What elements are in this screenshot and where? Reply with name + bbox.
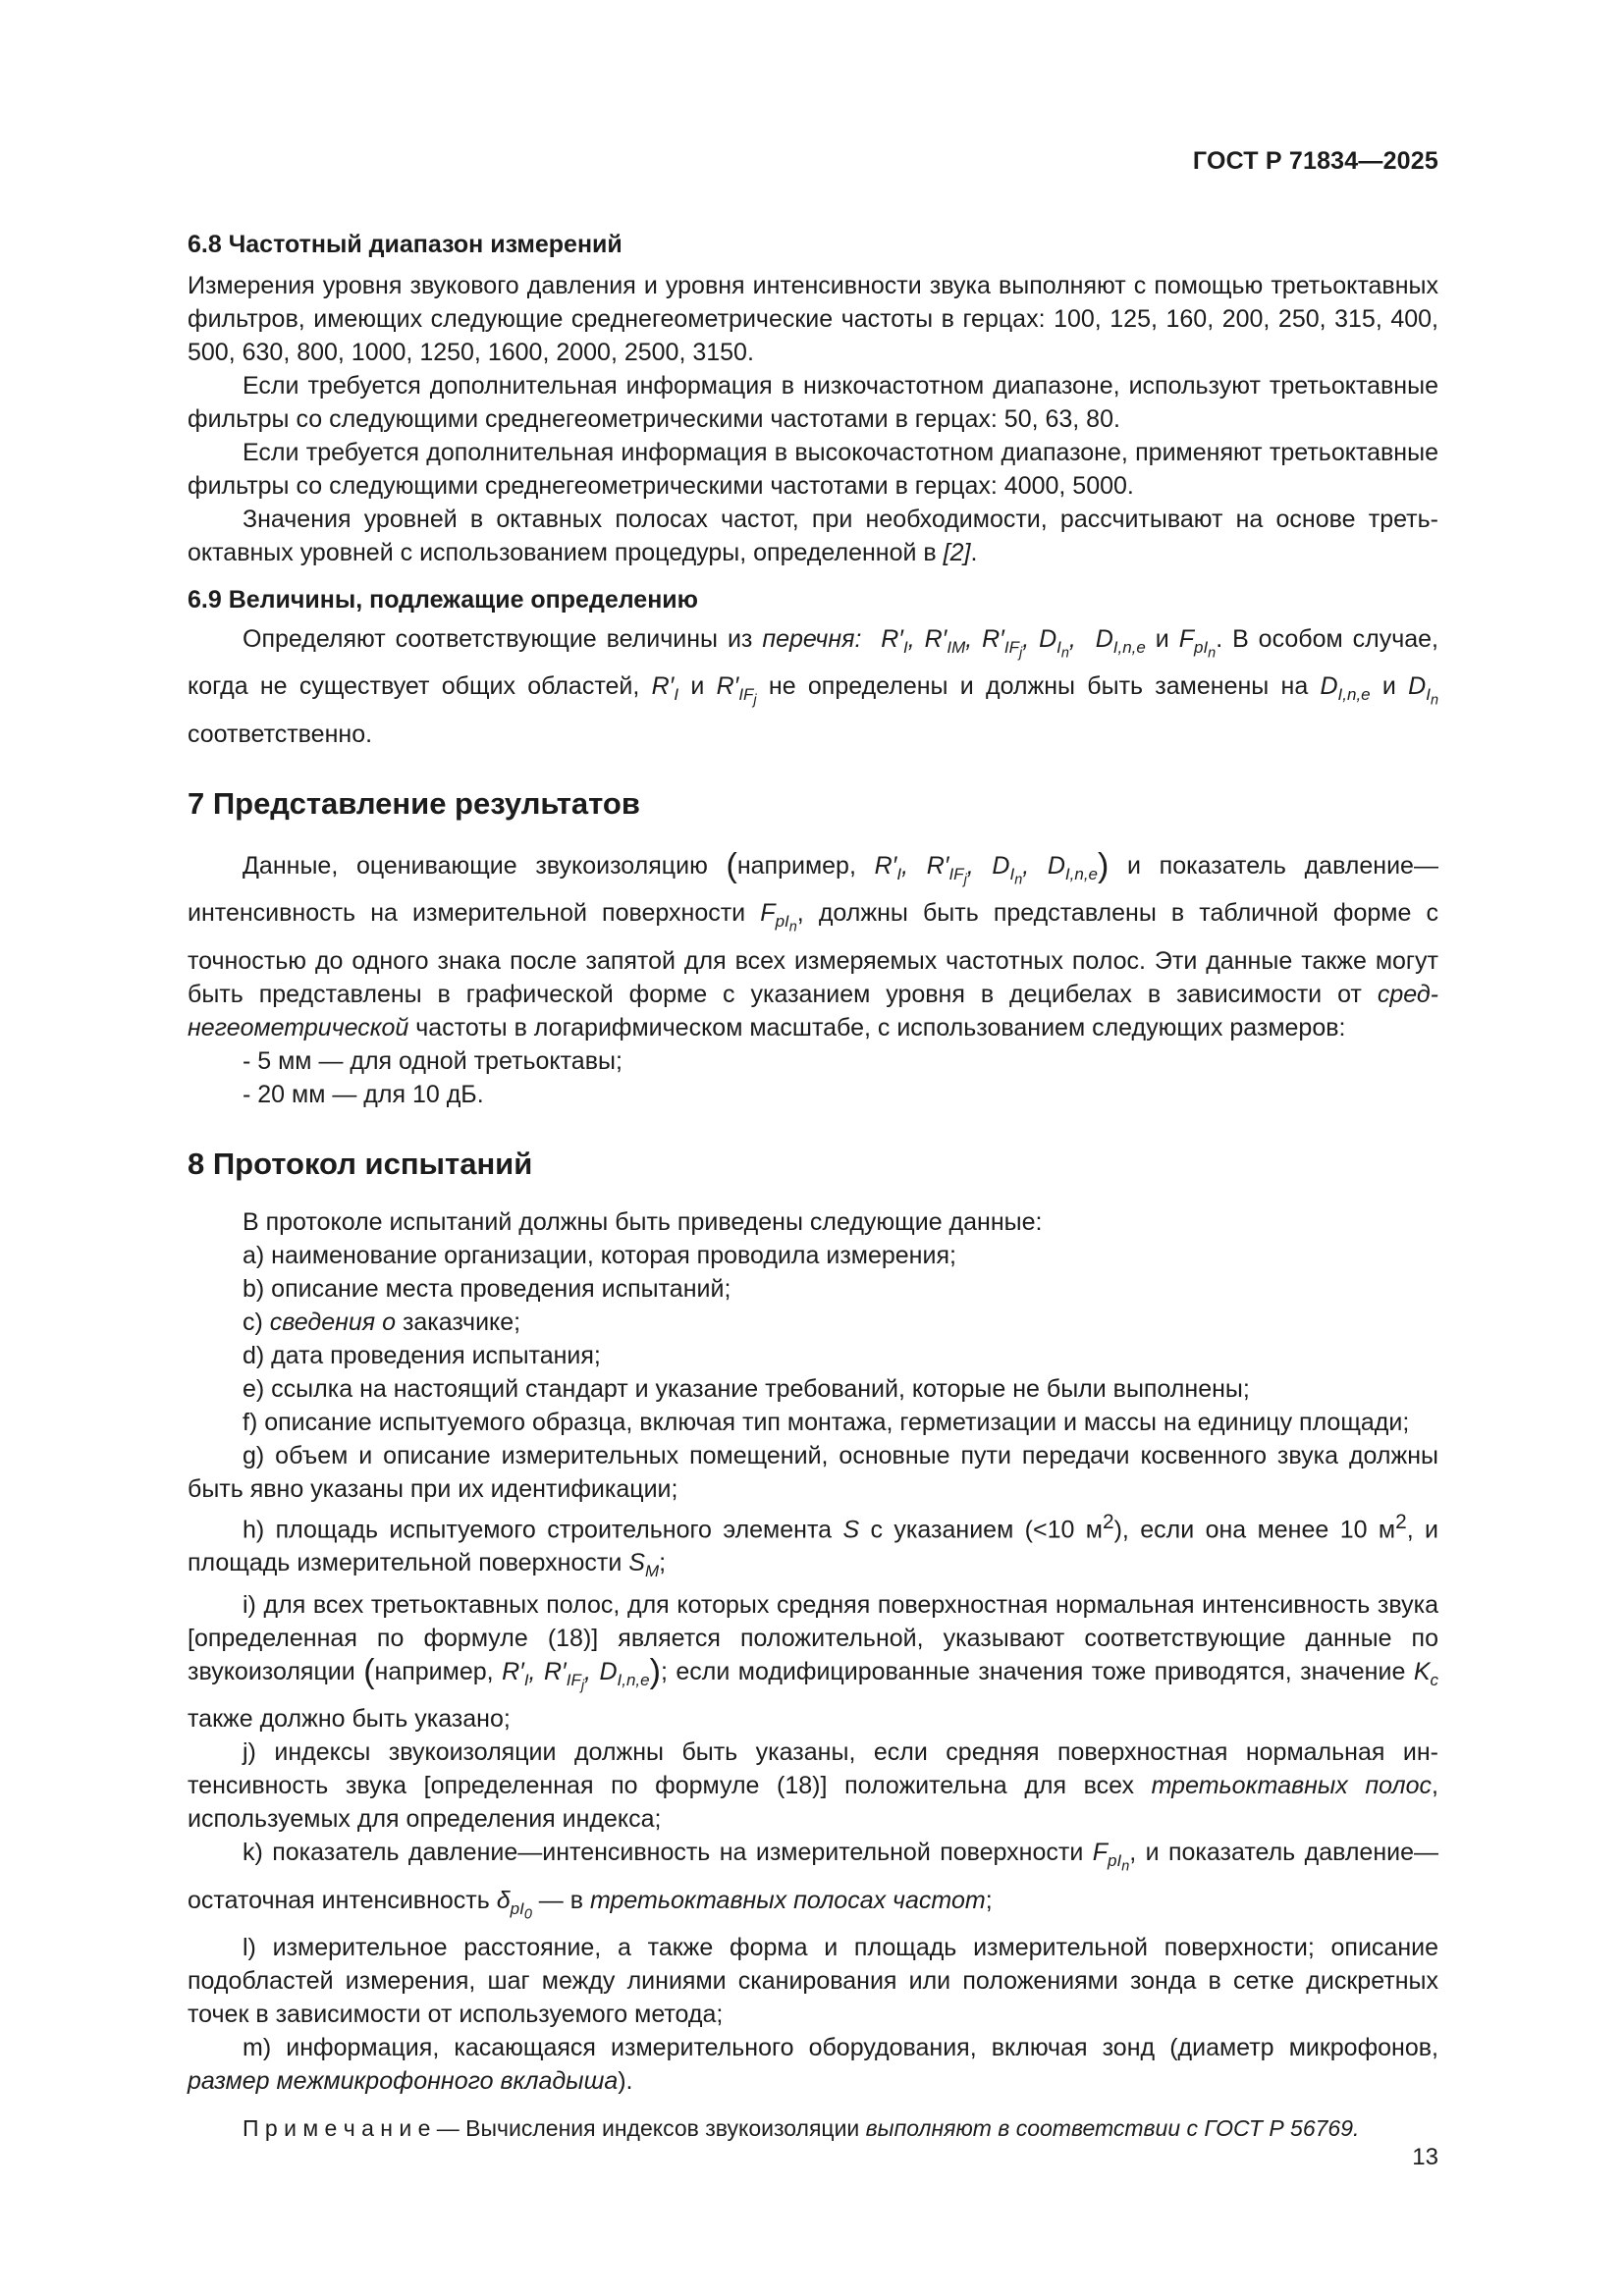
list-item-j: j) индексы звукоизоляции должны быть указаны, если средняя поверхностная нормальная интенсивность звука [определенная по формуле (18)] положительна для всех третьоктавных полос, используемых для определения индекса; [188, 1738, 1438, 1834]
list-item-g: g) объем и описание измерительных помещений, основные пути передачи косвенного звука должны быть явно указаны при их идентификации; [188, 1441, 1438, 1503]
section-6-8-heading: 6.8 Частотный диапазон измерений [188, 231, 623, 258]
list-item-f: f) описание испытуемого образца, включая тип монтажа, герметизации и массы на единицу площади; [243, 1408, 1410, 1436]
list-item-c: c) сведения о заказчике; [243, 1308, 521, 1336]
list-item-i: i) для всех третьоктавных полос, для которых средняя поверхностная нормальная интенсивность звука [определенная по формуле (18)] является положительной, указывают соответствующие данные по звукоизоляции (например, $R'_I$, $R'_{IF_j}$, $D_{I,n,e}$); если модифицированные значения тоже приводятся, значение $K_c$ также должно быть указано; [188, 1590, 1439, 1734]
section-7-list-item-2: - 20 мм — для 10 дБ. [243, 1080, 484, 1108]
list-item-k: k) показатель давление—интенсивность на измерительной поверхности $F_{pI_n}$, и показатель давление—остаточная интенсивность $\delta_{pI_0}$ — в третьоктавных полосах частот; [188, 1839, 1438, 1923]
list-item-l: l) измерительное расстояние, а также форма и площадь измерительной поверхности; описание подобластей измерения, шаг между линиями сканирования или положениями зонда в сетке дискретных точек в зависимости от используемого метода; [188, 1934, 1438, 2029]
section-8-heading: 8 Протокол испытаний [188, 1146, 533, 1181]
formula-quantities-list: $R'_I$, $R'_{IM}$, $R'_{IF_j}$, $D_{I_n}$, $D_{I,n,e}$ [871, 625, 1146, 662]
page-number: 13 [1412, 2144, 1438, 2170]
formula-fpin: $F_{pI_n}$ [760, 899, 797, 935]
section-6-8-paragraph-1: Измерения уровня звукового давления и уровня интенсивности звука выполняют с помощью третьоктавных фильтров, имеющих следующие среднегеометрические частоты в герцах: 100, 125, 160, 200, 250, 315, 400, 500, 630, 800, 1000, 1250, 1600, 2000, 2500, 3150. [188, 272, 1438, 366]
formula-dine-din: $D_{I,n,e}$ [1320, 672, 1371, 705]
list-item-a: а) наименование организации, которая проводила измерения; [243, 1241, 956, 1269]
formula-example-quantities-2: $R'_I$, $R'_{IF_j}$, $D_{I,n,e}$ [502, 1657, 650, 1694]
section-6-8-paragraph-4: Значения уровней в октавных полосах частот, при необходимости, рассчитывают на основе третьоктавных уровней с использованием процедуры, определенной в [2]. [188, 506, 1438, 566]
section-6-8-paragraph-2: Если требуется дополнительная информация в низкочастотном диапазоне, используют третьоктавные фильтры со следующими среднегеометрическими частотами в герцах: 50, 63, 80. [188, 372, 1438, 433]
section-7-list-item-1: - 5 мм — для одной третьоктавы; [243, 1046, 623, 1075]
list-item-b: b) описание места проведения испытаний; [243, 1274, 731, 1303]
section-6-9-paragraph: Определяют соответствующие величины из перечня: $R'_I$, $R'_{IM}$, $R'_{IF_j}$, $D_{I_n}$, $D_{I,n,e}$ и $F_{pI_n}$. В особом случае, когда не существует общих областей, $R'_I$ и $R'_{IF_j}$ не определены и должны быть заменены на $D_{I,n,e}$ и $D_{I_n}$ соответственно. [188, 625, 1438, 748]
note: П р и м е ч а н и е — Вычисления индексов звукоизоляции выполняют в соответствии с ГОСТ Р 56769. [243, 2115, 1360, 2142]
document-body [188, 137, 1438, 2145]
list-item-m: m) информация, касающаяся измерительного оборудования, включая зонд (диаметр микрофонов, размер межмикрофонного вкладыша). [188, 2034, 1438, 2096]
formula-example-quantities: $R'_I$, $R'_{IF_j}$, $D_{I_n}$, $D_{I,n,e}$ [874, 851, 1099, 888]
list-item-e: e) ссылка на настоящий стандарт и указание требований, которые не были выполнены; [243, 1374, 1250, 1403]
list-item-d: d) дата проведения испытания; [243, 1341, 601, 1369]
section-8-intro: В протоколе испытаний должны быть приведены следующие данные: [243, 1207, 1043, 1236]
section-7-heading: 7 Представление результатов [188, 785, 640, 821]
reference-2[interactable]: [2] [943, 539, 971, 566]
section-6-8-paragraph-3: Если требуется дополнительная информация в высокочастотном диапазоне, применяют третьоктавные фильтры со следующими среднегеометрическими частотами в герцах: 4000, 5000. [188, 439, 1438, 500]
list-item-h: h) площадь испытуемого строительного элемента S с указанием (<10 $м^2$), если она менее 10 $м^2$, и площадь измерительной поверхности $S_M$; [188, 1510, 1438, 1580]
section-7-paragraph: Данные, оценивающие звукоизоляцию (например, $R'_I$, $R'_{IF_j}$, $D_{I_n}$, $D_{I,n,e}$) и показатель давление—интенсивность на измерительной поверхности $F_{pI_n}$, должны быть представлены в табличной форме с точностью до одного знака после запятой для всех измеряемых частотных полос. Эти данные также могут быть представлены в графической форме с указанием уровня в децибелах в зависимости от среднегеометрической частоты в логарифмическом масштабе, с использованием следующих размеров: [188, 846, 1439, 1041]
standard-code: ГОСТ Р 71834—2025 [1192, 147, 1438, 175]
section-6-9-heading: 6.9 Величины, подлежащие определению [188, 586, 699, 614]
formula-ri-rifj: $R'_I$ [651, 672, 679, 705]
